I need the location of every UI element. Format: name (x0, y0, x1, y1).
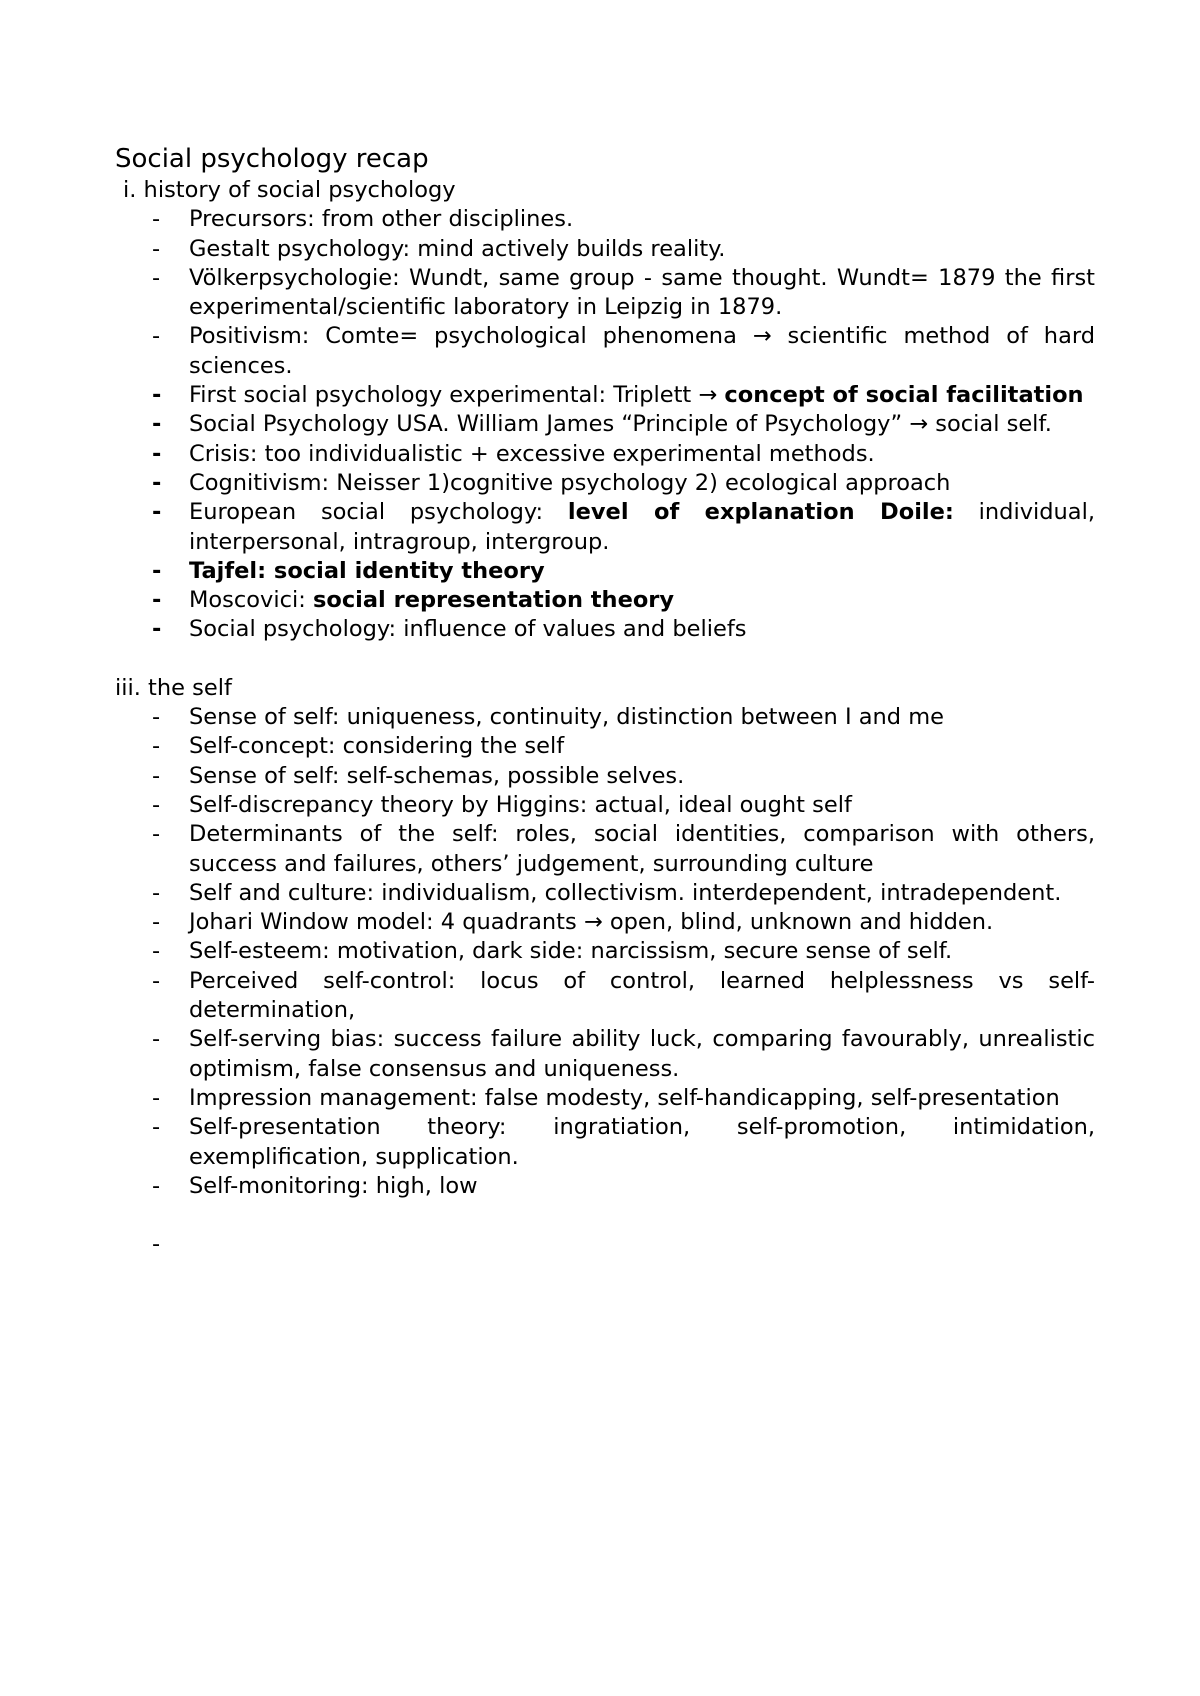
bold-text: social representation theory (312, 587, 675, 614)
list-dash: - (152, 909, 161, 936)
item-text: Sense of self: self-schemas, possible selves. (189, 762, 685, 789)
list-dash: - (152, 967, 161, 994)
list-dash: - (152, 557, 162, 584)
list-item (115, 967, 1095, 1026)
list-item (115, 820, 1095, 879)
list-dash: - (152, 791, 161, 818)
list-item (115, 732, 1095, 761)
list-item (115, 322, 1095, 381)
list-dash: - (152, 938, 161, 965)
list-dash: - (152, 616, 162, 643)
list-dash: - (152, 206, 161, 233)
item-text: Sense of self: uniqueness, continuity, distinction between I and me (189, 704, 944, 731)
list-item (115, 557, 1095, 586)
page-title: Social psychology recap (115, 144, 429, 174)
item-text: Moscovici: (189, 587, 313, 614)
item-text: Self and culture: individualism, collectivism. interdependent, intradependent. (189, 879, 1062, 906)
item-text: Social psychology: influence of values and beliefs (189, 616, 747, 643)
list-item (115, 1084, 1095, 1113)
list-item (115, 879, 1095, 908)
list-dash: - (152, 1172, 161, 1199)
item-text: Perceived self-control: locus of control, learned helplessness vs self-determination, (189, 967, 1095, 1024)
list-dash: - (152, 382, 162, 409)
list-item (115, 410, 1095, 439)
item-text: Social Psychology USA. William James “Principle of Psychology” → social self. (189, 411, 1052, 438)
item-text: Self-concept: considering the self (189, 733, 565, 760)
item-text: Self-monitoring: high, low (189, 1172, 478, 1199)
item-text: individual, interpersonal, intragroup, intergroup. (189, 499, 1095, 555)
item-text: Impression management: false modesty, self-handicapping, self-presentation (189, 1084, 1060, 1111)
bullet-list (115, 703, 1095, 1201)
item-text: Völkerpsychologie: Wundt, same group - same thought. Wundt= 1879 the first experimental/scientific laboratory in Leipzig in 1879. (189, 264, 1095, 321)
list-dash: - (152, 1114, 161, 1141)
list-dash: - (152, 235, 161, 262)
bold-text: level of explanation Doile: (567, 499, 954, 526)
list-dash: - (152, 323, 161, 350)
item-text: First social psychology experimental: Triplett → (189, 382, 725, 409)
list-dash: - (152, 762, 161, 789)
list-item (115, 791, 1095, 820)
section-heading: i. history of social psychology (123, 177, 456, 203)
list-dash: - (152, 411, 162, 438)
item-text: Self-presentation theory: ingratiation, self-promotion, intimidation, exemplification, supplication. (189, 1114, 1095, 1170)
list-dash: - (152, 1084, 161, 1111)
bold-text: concept of social facilitation (724, 382, 1084, 409)
item-text: European social psychology: (189, 499, 568, 526)
item-text: Precursors: from other disciplines. (189, 206, 574, 233)
list-item (115, 615, 1095, 644)
item-text: Cognitivism: Neisser 1)cognitive psychology 2) ecological approach (189, 469, 951, 496)
document-body (115, 142, 1095, 1259)
list-item (115, 762, 1095, 791)
section-history (115, 176, 1095, 645)
list-item (115, 908, 1095, 937)
list-item (115, 264, 1095, 323)
list-item (115, 235, 1095, 264)
bold-text: Tajfel: social identity theory (189, 557, 545, 584)
list-dash: - (152, 499, 162, 526)
item-text: Self-serving bias: success failure ability luck, comparing favourably, unrealistic optimism, false consensus and uniqueness. (189, 1026, 1095, 1082)
blank-line (115, 645, 1095, 674)
list-dash: - (152, 264, 161, 291)
list-item (115, 498, 1095, 557)
list-dash: - (152, 1026, 161, 1053)
list-dash: - (152, 440, 162, 467)
list-dash: - (152, 821, 161, 848)
list-dash: - (152, 733, 161, 760)
item-text: Crisis: too individualistic + excessive experimental methods. (189, 440, 875, 467)
item-text: Positivism: Comte= psychological phenomena → scientific method of hard sciences. (189, 323, 1095, 379)
list-item (115, 440, 1095, 469)
list-dash: - (152, 879, 161, 906)
item-text: Gestalt psychology: mind actively builds reality. (189, 235, 726, 262)
item-text: Johari Window model: 4 quadrants → open, blind, unknown and hidden. (189, 909, 994, 936)
list-item (115, 205, 1095, 234)
section-heading: iii. the self (115, 674, 232, 701)
list-item (115, 1113, 1095, 1172)
list-item (115, 469, 1095, 498)
bullet-list (115, 205, 1095, 644)
section-the-self (115, 674, 1095, 1201)
list-dash: - (152, 469, 162, 496)
list-item (115, 586, 1095, 615)
empty-list-item-dash: - (152, 1231, 161, 1258)
list-dash: - (152, 587, 162, 614)
list-item (115, 703, 1095, 732)
item-text: Self-esteem: motivation, dark side: narcissism, secure sense of self. (189, 938, 953, 965)
list-item (115, 937, 1095, 966)
list-item (115, 381, 1095, 410)
list-item (115, 1172, 1095, 1201)
list-item (115, 1025, 1095, 1084)
item-text: Determinants of the self: roles, social identities, comparison with others, success and failures, others’ judgement, surrounding culture (189, 821, 1095, 877)
item-text: Self-discrepancy theory by Higgins: actual, ideal ought self (189, 791, 852, 818)
list-dash: - (152, 704, 161, 731)
